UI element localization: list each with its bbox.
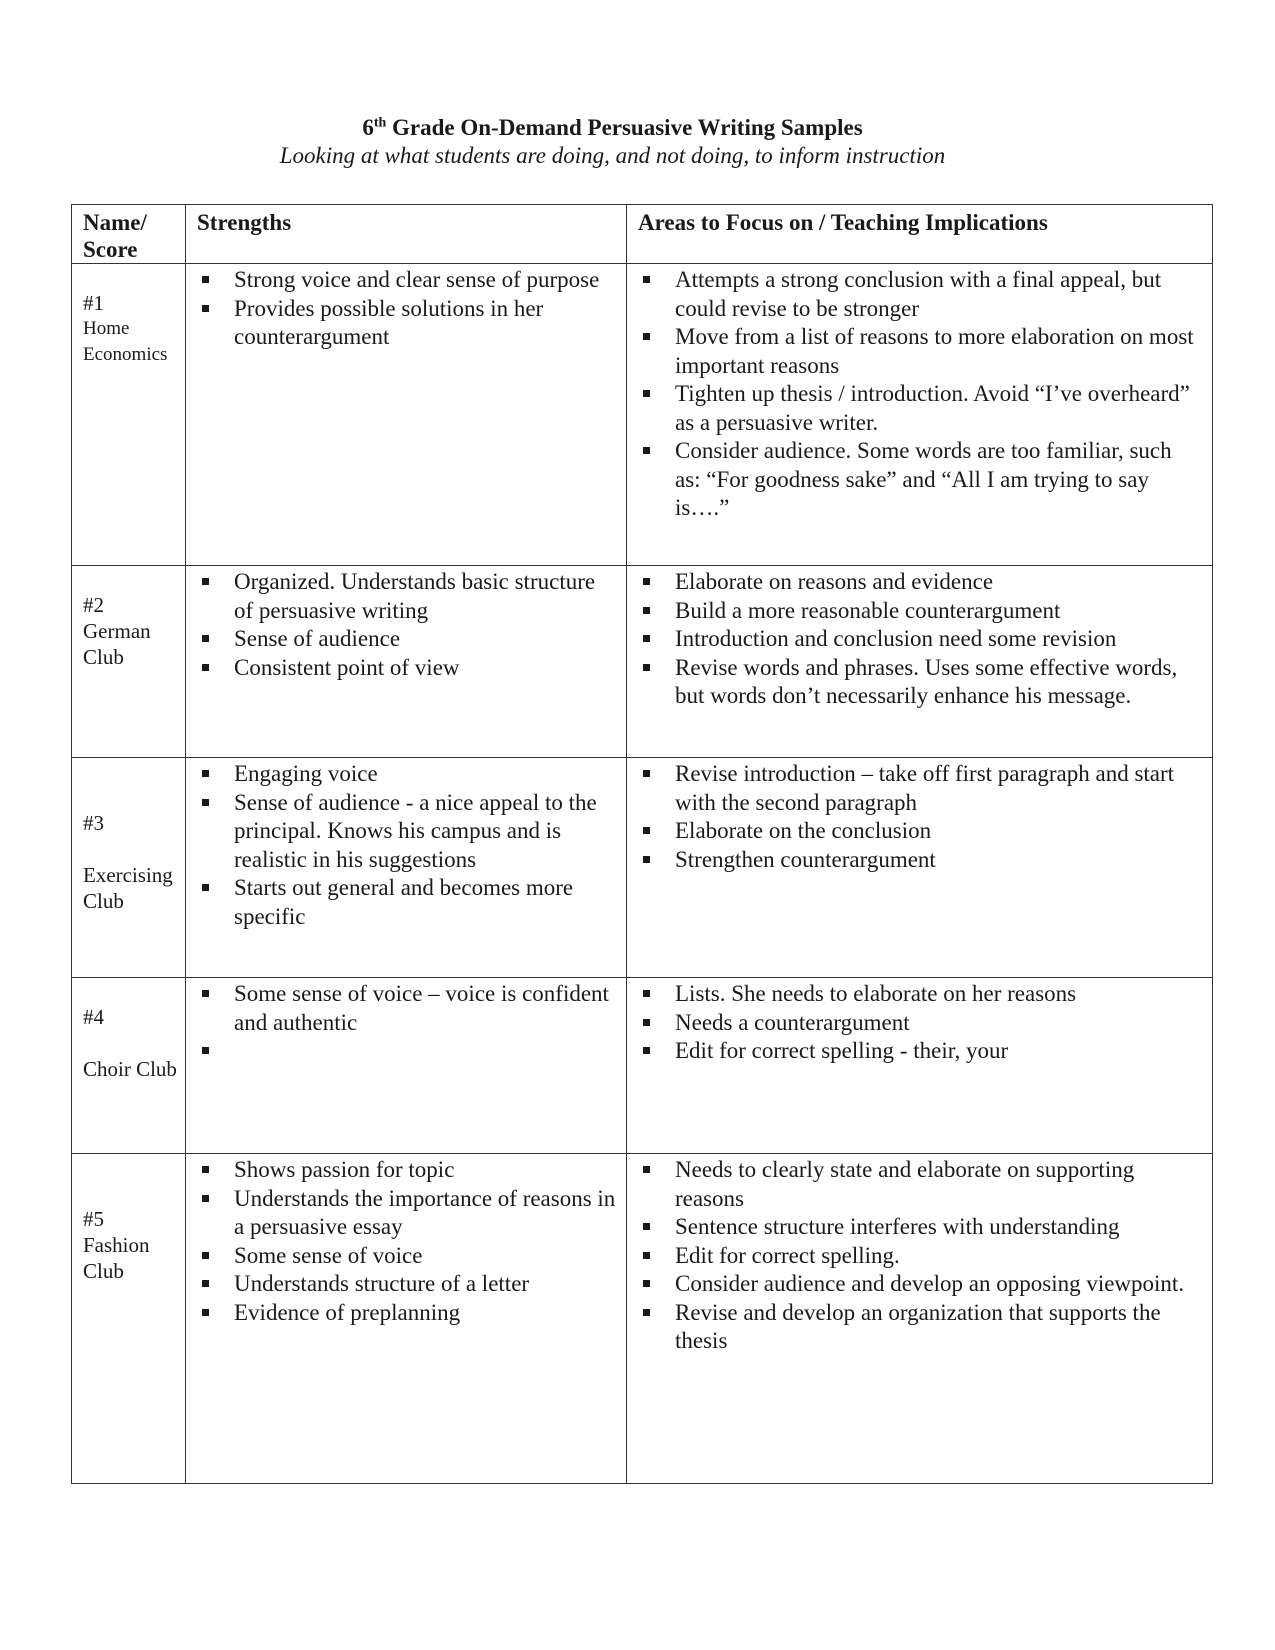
list-item xyxy=(627,1270,1212,1299)
square-bullet-icon xyxy=(202,1047,209,1054)
list-item-text: Edit for correct spelling - their, your xyxy=(675,1038,1009,1063)
list-item xyxy=(627,980,1212,1009)
list-item xyxy=(627,760,1212,817)
square-bullet-icon xyxy=(643,578,650,585)
page-title: 6th Grade On-Demand Persuasive Writing Samples xyxy=(362,115,863,140)
list-item xyxy=(627,597,1212,626)
square-bullet-icon xyxy=(643,1252,650,1259)
column-header-focus: Areas to Focus on / Teaching Implications xyxy=(627,205,1213,264)
list-item-text: Needs a counterargument xyxy=(675,1009,910,1035)
list-item xyxy=(186,1037,626,1066)
list-item xyxy=(627,266,1212,323)
list-item-text: Revise introduction – take off first paragraph and start with the second paragraph xyxy=(675,761,1175,815)
title-superscript: th xyxy=(373,115,387,131)
list-item xyxy=(186,568,626,625)
sample-number: #1 xyxy=(83,291,104,315)
sample-number: #3 xyxy=(83,811,104,835)
list-item-text: Understands the importance of reasons in a persuasive essay xyxy=(234,1185,616,1239)
focus-cell xyxy=(627,264,1213,566)
square-bullet-icon xyxy=(643,1166,650,1173)
square-bullet-icon xyxy=(202,1280,209,1287)
list-item xyxy=(627,1213,1212,1242)
list-item-text: Organized. Understands basic structure of persuasive writing xyxy=(234,569,596,623)
focus-cell xyxy=(627,1154,1213,1484)
name-score-cell xyxy=(72,758,186,978)
list-item-text: Consider audience. Some words are too familiar, such as: “For goodness sake” and “All I am trying to say is….” xyxy=(675,438,1172,520)
square-bullet-icon xyxy=(202,635,209,642)
list-item-text: Provides possible solutions in her counterargument xyxy=(234,295,544,349)
list-item xyxy=(627,625,1212,654)
table-row xyxy=(72,264,1213,566)
list-item xyxy=(627,380,1212,437)
list-item-text: Build a more reasonable counterargument xyxy=(675,597,1061,623)
club-name: German Club xyxy=(83,619,151,669)
table-row xyxy=(72,758,1213,978)
strengths-cell xyxy=(186,758,627,978)
list-item-text: Understands structure of a letter xyxy=(234,1271,530,1296)
list-item-text: Engaging voice xyxy=(234,761,378,786)
strengths-list xyxy=(186,758,626,931)
writing-samples-table xyxy=(71,204,1213,1484)
list-item xyxy=(186,1242,626,1271)
column-header-strengths: Strengths xyxy=(186,205,627,264)
list-item-text: Consistent point of view xyxy=(234,654,460,680)
list-item xyxy=(627,1156,1212,1213)
table-header-row xyxy=(72,205,1213,264)
square-bullet-icon xyxy=(202,990,209,997)
name-score-cell xyxy=(72,978,186,1154)
list-item-text: Shows passion for topic xyxy=(234,1157,455,1182)
focus-cell xyxy=(627,978,1213,1154)
square-bullet-icon xyxy=(643,635,650,642)
square-bullet-icon xyxy=(643,1047,650,1054)
square-bullet-icon xyxy=(202,305,209,312)
sample-number: #2 xyxy=(83,593,104,617)
list-item xyxy=(186,654,626,683)
list-item-text: Strengthen counterargument xyxy=(675,846,936,872)
list-item xyxy=(186,295,626,352)
square-bullet-icon xyxy=(643,1280,650,1287)
list-item-text: Introduction and conclusion need some revision xyxy=(675,626,1117,651)
list-item-text: Needs to clearly state and elaborate on supporting reasons xyxy=(675,1157,1135,1211)
square-bullet-icon xyxy=(202,1195,209,1202)
square-bullet-icon xyxy=(643,390,650,397)
focus-cell xyxy=(627,758,1213,978)
club-name: Home Economics xyxy=(83,318,168,365)
name-score-cell xyxy=(72,566,186,758)
strengths-cell xyxy=(186,566,627,758)
table-body xyxy=(72,264,1213,1484)
square-bullet-icon xyxy=(202,1309,209,1316)
list-item-text: Revise words and phrases. Uses some effective words, but words don’t necessarily enhance his message. xyxy=(675,654,1178,708)
square-bullet-icon xyxy=(643,1019,650,1026)
strengths-list xyxy=(186,978,626,1066)
square-bullet-icon xyxy=(643,856,650,863)
sample-number: #5 xyxy=(83,1207,104,1231)
club-name: Choir Club xyxy=(83,1057,177,1081)
list-item xyxy=(627,1009,1212,1038)
list-item xyxy=(186,1156,626,1185)
list-item xyxy=(186,625,626,654)
table-row xyxy=(72,1154,1213,1484)
strengths-list xyxy=(186,264,626,352)
square-bullet-icon xyxy=(643,1309,650,1316)
list-item xyxy=(186,874,626,931)
list-item-text: Sentence structure interferes with understanding xyxy=(675,1214,1120,1239)
list-item-text: Elaborate on the conclusion xyxy=(675,818,932,843)
list-item-text: Consider audience and develop an opposing viewpoint. xyxy=(675,1271,1185,1296)
list-item-text: Tighten up thesis / introduction. Avoid “I’ve overheard” as a persuasive writer. xyxy=(675,381,1190,435)
column-header-name-score: Name/ Score xyxy=(72,205,186,264)
list-item-text: Evidence of preplanning xyxy=(234,1299,461,1325)
square-bullet-icon xyxy=(202,664,209,671)
list-item xyxy=(627,568,1212,597)
list-item-text: Revise and develop an organization that supports the thesis xyxy=(675,1299,1161,1353)
list-item xyxy=(627,1299,1212,1356)
list-item-text: Sense of audience xyxy=(234,626,401,651)
list-item xyxy=(186,1185,626,1242)
list-item-text: Attempts a strong conclusion with a final appeal, but could revise to be stronger xyxy=(675,267,1162,321)
list-item xyxy=(627,323,1212,380)
square-bullet-icon xyxy=(643,1223,650,1230)
square-bullet-icon xyxy=(202,884,209,891)
list-item-text: Some sense of voice – voice is confident and authentic xyxy=(234,981,609,1035)
focus-list xyxy=(627,758,1212,874)
list-item xyxy=(627,817,1212,846)
list-item xyxy=(627,1242,1212,1271)
list-item xyxy=(186,1299,626,1328)
square-bullet-icon xyxy=(643,607,650,614)
strengths-list xyxy=(186,566,626,682)
table-row xyxy=(72,566,1213,758)
name-score-cell xyxy=(72,264,186,566)
list-item xyxy=(186,266,626,295)
square-bullet-icon xyxy=(202,1166,209,1173)
list-item-text: Sense of audience - a nice appeal to the principal. Knows his campus and is realistic in his suggestions xyxy=(234,789,597,872)
strengths-cell xyxy=(186,1154,627,1484)
square-bullet-icon xyxy=(202,276,209,283)
square-bullet-icon xyxy=(643,447,650,454)
focus-list xyxy=(627,1154,1212,1356)
club-name: Fashion Club xyxy=(83,1233,150,1283)
list-item-text: Lists. She needs to elaborate on her reasons xyxy=(675,981,1077,1006)
sample-number: #4 xyxy=(83,1005,104,1029)
strengths-list xyxy=(186,1154,626,1327)
list-item xyxy=(627,1037,1212,1066)
square-bullet-icon xyxy=(643,333,650,340)
focus-cell xyxy=(627,566,1213,758)
square-bullet-icon xyxy=(202,578,209,585)
strengths-cell xyxy=(186,264,627,566)
list-item xyxy=(186,980,626,1037)
strengths-cell xyxy=(186,978,627,1154)
square-bullet-icon xyxy=(643,276,650,283)
list-item-text: Elaborate on reasons and evidence xyxy=(675,569,994,594)
list-item-text: Strong voice and clear sense of purpose xyxy=(234,267,600,292)
focus-list xyxy=(627,978,1212,1066)
list-item xyxy=(627,437,1212,523)
square-bullet-icon xyxy=(643,664,650,671)
square-bullet-icon xyxy=(643,827,650,834)
square-bullet-icon xyxy=(643,770,650,777)
square-bullet-icon xyxy=(202,770,209,777)
list-item xyxy=(627,846,1212,875)
list-item xyxy=(186,1270,626,1299)
page-subtitle: Looking at what students are doing, and not doing, to inform instruction xyxy=(279,143,946,168)
list-item-text: Some sense of voice xyxy=(234,1242,423,1268)
page-header xyxy=(0,114,1275,170)
list-item xyxy=(186,789,626,875)
list-item xyxy=(627,654,1212,711)
list-item-text: Move from a list of reasons to more elaboration on most important reasons xyxy=(675,324,1194,378)
list-item-text: Edit for correct spelling. xyxy=(675,1242,900,1268)
square-bullet-icon xyxy=(643,990,650,997)
name-score-cell xyxy=(72,1154,186,1484)
list-item xyxy=(186,760,626,789)
focus-list xyxy=(627,566,1212,711)
table-row xyxy=(72,978,1213,1154)
square-bullet-icon xyxy=(202,799,209,806)
focus-list xyxy=(627,264,1212,523)
club-name: Exercising Club xyxy=(83,863,173,913)
list-item-text: Starts out general and becomes more specific xyxy=(234,875,574,929)
square-bullet-icon xyxy=(202,1252,209,1259)
